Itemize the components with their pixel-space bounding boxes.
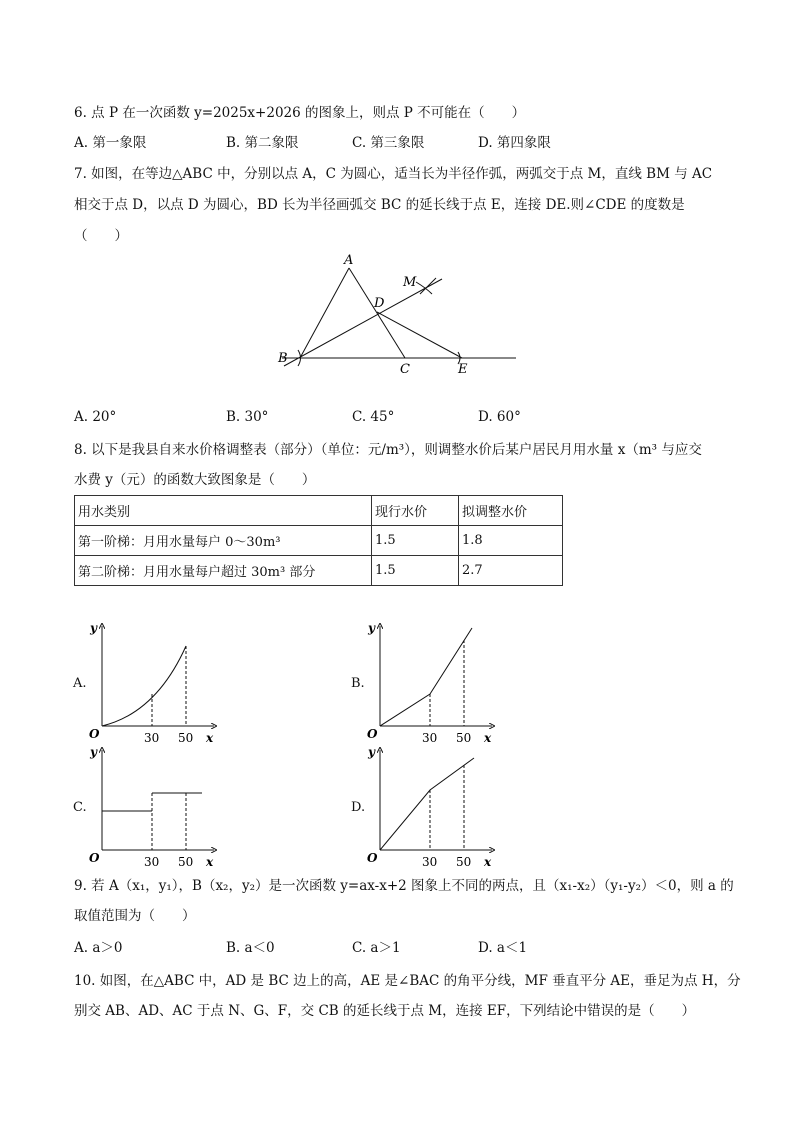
q7-option-b: B. 30° bbox=[226, 409, 269, 425]
graph-a bbox=[86, 618, 226, 746]
table-header-row bbox=[75, 496, 563, 526]
table-cell: 第二阶梯：月用水量每户超过 30m³ 部分 bbox=[75, 556, 372, 586]
q6-stem: 6. 点 P 在一次函数 y=2025x+2026 的图象上，则点 P 不可能在（ ） bbox=[74, 105, 526, 121]
graph-label-d: D. bbox=[351, 800, 366, 815]
axis-x-label: x bbox=[206, 855, 214, 869]
table-cell: 第一阶梯：月用水量每户 0～30m³ bbox=[75, 526, 372, 556]
q7-stem-line1: 7. 如图，在等边△ABC 中，分别以点 A，C 为圆心，适当长为半径作弧，两弧交于点 M，直线 BM 与 AC bbox=[74, 166, 713, 182]
origin-label: O bbox=[367, 727, 378, 741]
graph-d bbox=[364, 742, 504, 870]
q9-option-b: B. a＜0 bbox=[226, 940, 275, 956]
tick-30: 30 bbox=[144, 731, 160, 745]
q6-option-a: A. 第一象限 bbox=[74, 135, 147, 151]
q10-stem-line2: 别交 AB、AD、AC 于点 N、G、F，交 CB 的延长线于点 M，连接 EF，下列结论中错误的是（ ） bbox=[74, 1003, 696, 1019]
axis-x-label: x bbox=[484, 855, 492, 869]
axis-x-label: x bbox=[484, 731, 492, 745]
graph-c bbox=[86, 742, 226, 870]
axis-x-label: x bbox=[206, 731, 214, 745]
q9-stem-line2: 取值范围为（ ） bbox=[74, 908, 196, 924]
q8-stem-line2: 水费 y（元）的函数大致图象是（ ） bbox=[74, 472, 316, 488]
table-cell: 1.5 bbox=[372, 556, 459, 586]
q6-option-b: B. 第二象限 bbox=[226, 135, 299, 151]
label-c: C bbox=[400, 362, 410, 377]
q7-option-c: C. 45° bbox=[352, 409, 395, 425]
tick-30: 30 bbox=[422, 855, 438, 869]
q9-stem-line1: 9. 若 A（x₁，y₁），B（x₂，y₂）是一次函数 y=ax-x+2 图象上不同的两点，且（x₁-x₂）（y₁-y₂）＜0，则 a 的 bbox=[74, 878, 734, 894]
label-d: D bbox=[374, 296, 385, 311]
tick-50: 50 bbox=[456, 855, 472, 869]
q8-stem-line1: 8. 以下是我县自来水价格调整表（部分）（单位：元/m³），则调整水价后某户居民月用水量 x（m³ 与应交 bbox=[74, 442, 702, 458]
q7-option-a: A. 20° bbox=[74, 409, 117, 425]
axis-y-label: y bbox=[368, 621, 375, 635]
table-header-cell: 现行水价 bbox=[372, 496, 459, 526]
tick-30: 30 bbox=[422, 731, 438, 745]
table-cell: 2.7 bbox=[459, 556, 563, 586]
graph-b bbox=[364, 618, 504, 746]
q7-stem-line3: （ ） bbox=[74, 228, 128, 244]
graph-label-b: B. bbox=[351, 676, 365, 691]
tick-50: 50 bbox=[178, 731, 194, 745]
tick-50: 50 bbox=[456, 731, 472, 745]
graph-label-a: A. bbox=[73, 676, 87, 691]
axis-y-label: y bbox=[90, 621, 97, 635]
q9-option-c: C. a＞1 bbox=[352, 940, 401, 956]
q7-option-d: D. 60° bbox=[478, 409, 521, 425]
tick-50: 50 bbox=[178, 855, 194, 869]
label-b: B bbox=[278, 351, 288, 366]
q7-stem-line2: 相交于点 D，以点 D 为圆心，BD 长为半径画弧交 BC 的延长线于点 E，连接 DE.则∠CDE 的度数是 bbox=[74, 197, 685, 213]
table-header-cell: 用水类别 bbox=[75, 496, 372, 526]
table-row bbox=[75, 526, 563, 556]
table-header-cell: 拟调整水价 bbox=[459, 496, 563, 526]
axis-y-label: y bbox=[90, 745, 97, 759]
q9-option-a: A. a＞0 bbox=[74, 940, 123, 956]
q10-stem-line1: 10. 如图，在△ABC 中，AD 是 BC 边上的高，AE 是∠BAC 的角平分线，MF 垂直平分 AE，垂足为点 H，分 bbox=[74, 973, 741, 989]
q6-option-d: D. 第四象限 bbox=[478, 135, 551, 151]
axis-y-label: y bbox=[368, 745, 375, 759]
tick-30: 30 bbox=[144, 855, 160, 869]
origin-label: O bbox=[89, 851, 100, 865]
table-cell: 1.5 bbox=[372, 526, 459, 556]
table-row bbox=[75, 556, 563, 586]
label-e: E bbox=[458, 362, 468, 377]
water-price-table bbox=[74, 495, 563, 586]
q6-option-c: C. 第三象限 bbox=[352, 135, 425, 151]
label-m: M bbox=[403, 275, 417, 290]
q7-triangle-figure bbox=[270, 250, 530, 380]
graph-label-c: C. bbox=[73, 800, 87, 815]
origin-label: O bbox=[89, 727, 100, 741]
origin-label: O bbox=[367, 851, 378, 865]
q9-option-d: D. a＜1 bbox=[478, 940, 528, 956]
table-cell: 1.8 bbox=[459, 526, 563, 556]
label-a: A bbox=[344, 253, 354, 268]
